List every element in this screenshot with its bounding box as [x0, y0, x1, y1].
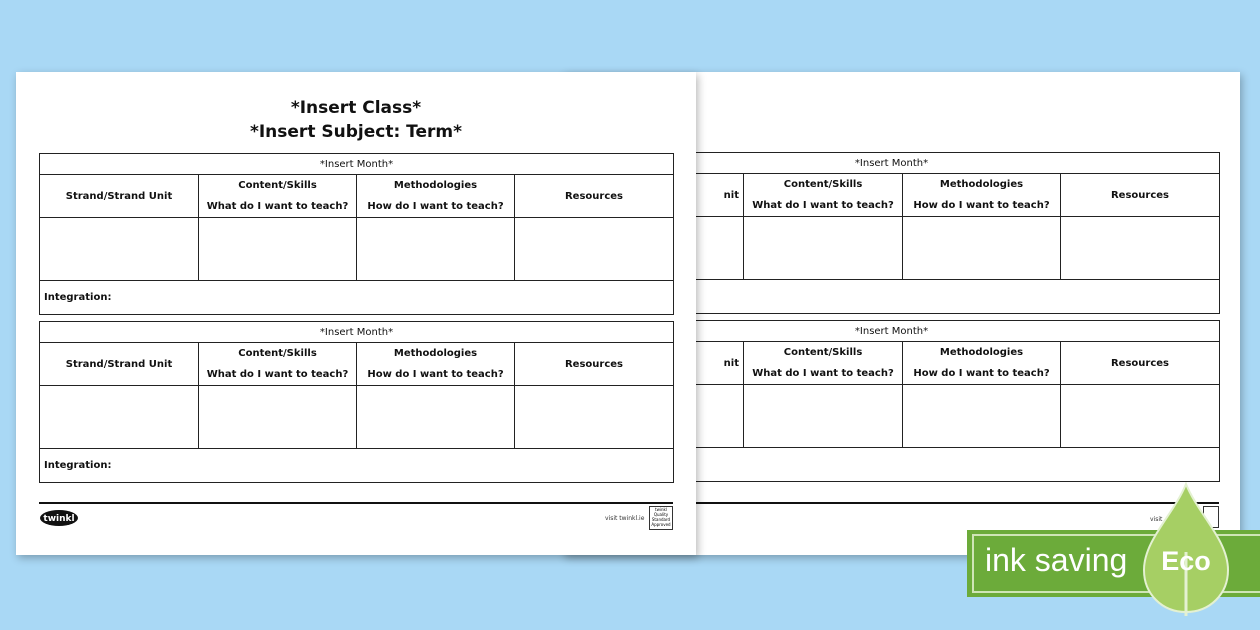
content-cell — [199, 386, 357, 449]
visit-text: visit — [1150, 516, 1163, 523]
methodologies-header: Methodologies How do I want to teach? — [903, 174, 1061, 217]
integration-label: Integration: — [40, 449, 674, 483]
methodologies-cell — [903, 385, 1061, 448]
content-header: Content/Skills What do I want to teach? — [744, 174, 903, 217]
svg-text:Eco: Eco — [1161, 546, 1211, 576]
content-header: Content/Skills What do I want to teach? — [199, 175, 357, 218]
visit-text: visit twinkl.ie — [605, 515, 645, 522]
methodologies-header: Methodologies How do I want to teach? — [357, 175, 515, 218]
month-header: *Insert Month* — [40, 322, 674, 343]
eco-drop-icon — [1138, 482, 1234, 618]
class-title: *Insert Class* — [290, 98, 422, 118]
strand-cell — [40, 386, 199, 449]
planning-table-1 — [39, 153, 674, 315]
methodologies-cell — [357, 386, 515, 449]
resources-header: Resources — [515, 343, 674, 386]
svg-text:twinkl: twinkl — [43, 514, 75, 524]
month-header: *Insert Month* — [564, 153, 1220, 174]
footer-rule — [39, 502, 673, 504]
twinkl-logo — [39, 509, 79, 527]
strand-header: Strand/Strand Unit — [40, 175, 199, 218]
methodologies-cell — [903, 217, 1061, 280]
strand-header-fragment: nit — [564, 174, 744, 217]
content-cell — [199, 218, 357, 281]
resources-cell — [515, 386, 674, 449]
subject-title: *Insert Subject: Term* — [249, 122, 463, 142]
content-header: Content/Skills What do I want to teach? — [744, 342, 903, 385]
resources-cell — [515, 218, 674, 281]
month-header: *Insert Month* — [564, 321, 1220, 342]
methodologies-cell — [357, 218, 515, 281]
content-cell — [744, 385, 903, 448]
front-page — [16, 72, 696, 555]
content-header: Content/Skills What do I want to teach? — [199, 343, 357, 386]
integration-label: Integration: — [40, 281, 674, 315]
ink-saving-label: ink saving — [985, 542, 1128, 578]
strand-header: Strand/Strand Unit — [40, 343, 199, 386]
resources-header: Resources — [1061, 174, 1220, 217]
methodologies-header: Methodologies How do I want to teach? — [357, 343, 515, 386]
planning-table-2 — [39, 321, 674, 483]
strand-header-fragment: nit — [564, 342, 744, 385]
resources-cell — [1061, 217, 1220, 280]
resources-header: Resources — [1061, 342, 1220, 385]
month-header: *Insert Month* — [40, 154, 674, 175]
resources-cell — [1061, 385, 1220, 448]
content-cell — [744, 217, 903, 280]
resources-header: Resources — [515, 175, 674, 218]
methodologies-header: Methodologies How do I want to teach? — [903, 342, 1061, 385]
quality-badge: twinkl Quality Standard Approved — [649, 506, 673, 530]
strand-cell — [40, 218, 199, 281]
